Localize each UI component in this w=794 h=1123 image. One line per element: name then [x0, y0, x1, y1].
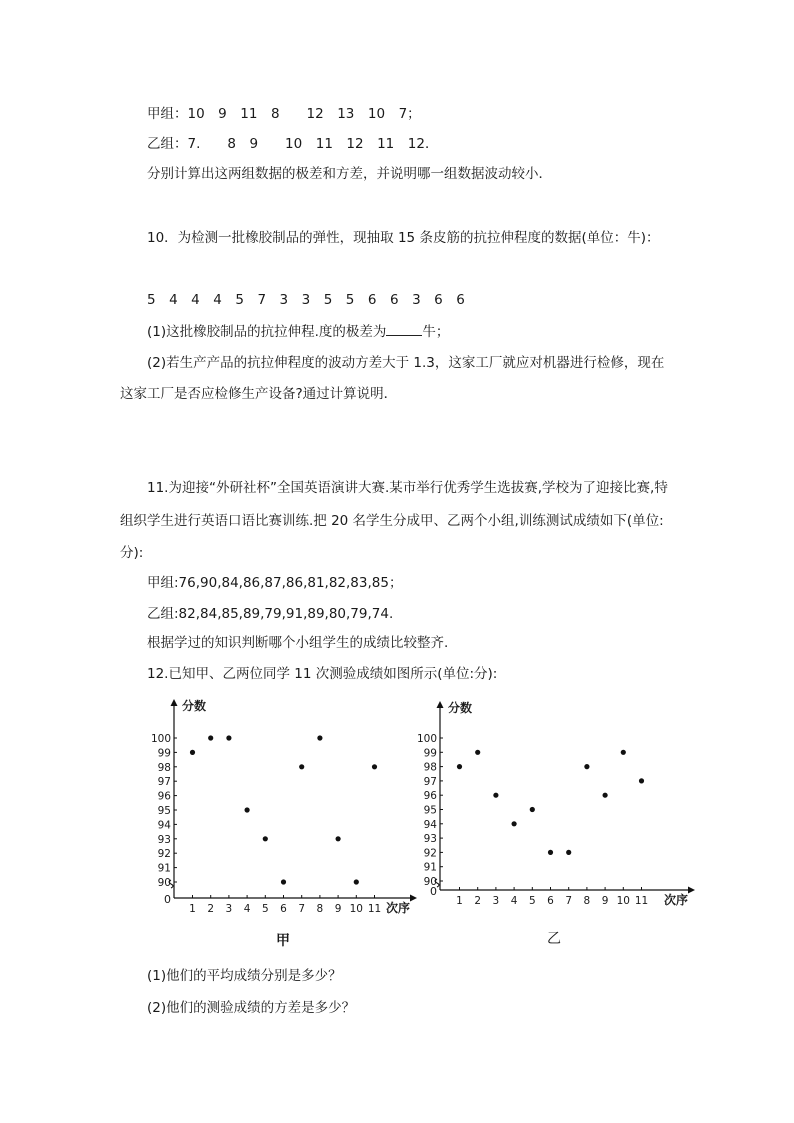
y-tick-label: 90	[423, 876, 437, 888]
data-point	[511, 821, 516, 826]
q10-stem: 10．为检测一批橡胶制品的弹性，现抽取 15 条皮筋的抗拉伸程度的数据(单位：牛)：	[147, 230, 660, 246]
q10-part1-text: (1)这批橡胶制品的抗拉伸程.度的极差为	[147, 324, 387, 340]
q10-part1-unit: 牛；	[422, 324, 450, 340]
chart-jia-caption: 甲	[276, 933, 290, 949]
q9-group-a: 甲组：10 9 11 8 12 13 10 7；	[147, 106, 421, 122]
x-tick-label: 6	[547, 895, 554, 907]
y-tick-label: 98	[157, 761, 171, 774]
y-tick-label: 94	[157, 819, 171, 832]
x-tick-label: 4	[510, 895, 518, 907]
q12-part1: (1)他们的平均成绩分别是多少？	[147, 968, 342, 984]
y-axis-arrow	[437, 701, 444, 708]
q11-group-b: 乙组:82,84,85,89,79,91,89,80,79,74.	[147, 606, 394, 622]
data-point	[566, 850, 571, 855]
y-tick-label: 93	[423, 833, 437, 846]
x-tick-label: 9	[601, 895, 609, 907]
y-tick-label: 90	[157, 877, 171, 889]
y-axis-label: 分数	[182, 699, 207, 713]
y-tick-label: 92	[157, 848, 171, 861]
q9-task: 分别计算出这两组数据的极差和方差，并说明哪一组数据波动较小．	[147, 166, 552, 182]
q11-line3: 分):	[120, 545, 144, 561]
y-tick-label: 96	[423, 790, 437, 803]
data-point	[548, 850, 553, 855]
y-tick-label: 91	[157, 862, 171, 875]
data-point	[475, 750, 480, 755]
y-tick-label: 93	[157, 833, 171, 846]
data-point	[639, 778, 644, 783]
x-axis-label: 次序	[386, 901, 411, 915]
data-point	[457, 764, 462, 769]
q12-stem: 12.已知甲、乙两位同学 11 次测验成绩如图所示(单位:分):	[147, 666, 498, 682]
x-tick-label: 7	[298, 903, 306, 915]
data-point	[530, 807, 535, 812]
q12-part2: (2)他们的测验成绩的方差是多少？	[147, 1000, 356, 1016]
y-tick-label: 100	[416, 733, 437, 745]
origin-label: 0	[164, 893, 171, 906]
y-tick-label: 99	[157, 747, 171, 760]
x-axis-arrow	[688, 887, 695, 894]
q11-line1: 11.为迎接“外研社杯”全国英语演讲大赛.某市举行优秀学生选拔赛,学校为了迎接比赛,特	[147, 480, 668, 496]
y-tick-label: 98	[423, 761, 437, 774]
origin-label: 0	[430, 885, 437, 898]
x-tick-label: 9	[334, 903, 342, 915]
x-tick-label: 8	[583, 895, 591, 907]
y-tick-label: 99	[423, 747, 437, 760]
q10-data: 5 4 4 4 5 7 3 3 5 5 6 6 3 6 6	[147, 292, 465, 308]
y-tick-label: 94	[423, 818, 437, 831]
q11-task: 根据学过的知识判断哪个小组学生的成绩比较整齐.	[147, 635, 449, 651]
q10-part2-line2: 这家工厂是否应检修生产设备?通过计算说明．	[120, 386, 398, 402]
data-point	[493, 793, 498, 798]
data-point	[621, 750, 626, 755]
y-tick-label: 92	[423, 847, 437, 860]
x-tick-label: 4	[243, 903, 251, 915]
x-tick-label: 5	[261, 903, 269, 915]
q10-part2-line1: (2)若生产产品的抗拉伸程度的波动方差大于 1.3，这家工厂就应对机器进行检修，现在	[147, 355, 665, 371]
data-point	[584, 764, 589, 769]
x-tick-label: 6	[280, 903, 287, 915]
x-axis-label: 次序	[664, 893, 689, 907]
x-tick-label: 11	[634, 895, 649, 907]
x-tick-label: 1	[189, 903, 196, 915]
x-tick-label: 10	[349, 903, 363, 915]
x-tick-label: 10	[616, 895, 630, 907]
x-tick-label: 2	[474, 895, 482, 907]
y-tick-label: 95	[423, 804, 437, 817]
chart-yi-caption: 乙	[547, 931, 561, 947]
x-tick-label: 11	[367, 903, 382, 915]
y-axis-label: 分数	[448, 701, 473, 715]
y-tick-label: 96	[157, 790, 171, 803]
q11-line2: 组织学生进行英语口语比赛训练.把 20 名学生分成甲、乙两个小组,训练测试成绩如下(单位:	[120, 513, 664, 529]
x-tick-label: 1	[456, 895, 463, 907]
x-tick-label: 2	[207, 903, 215, 915]
q11-group-a: 甲组:76,90,84,86,87,86,81,82,83,85；	[147, 575, 403, 591]
y-tick-label: 95	[157, 805, 171, 817]
y-tick-label: 97	[423, 775, 437, 788]
x-tick-label: 5	[528, 895, 536, 907]
y-tick-label: 91	[423, 861, 437, 874]
y-tick-label: 97	[157, 776, 171, 789]
x-tick-label: 3	[492, 895, 500, 907]
x-tick-label: 7	[565, 895, 573, 907]
x-tick-label: 3	[225, 903, 233, 915]
x-tick-label: 8	[316, 903, 324, 915]
data-point	[603, 793, 608, 798]
y-tick-label: 100	[150, 733, 171, 745]
q9-group-b: 乙组：7. 8 9 10 11 12 11 12．	[147, 136, 439, 152]
